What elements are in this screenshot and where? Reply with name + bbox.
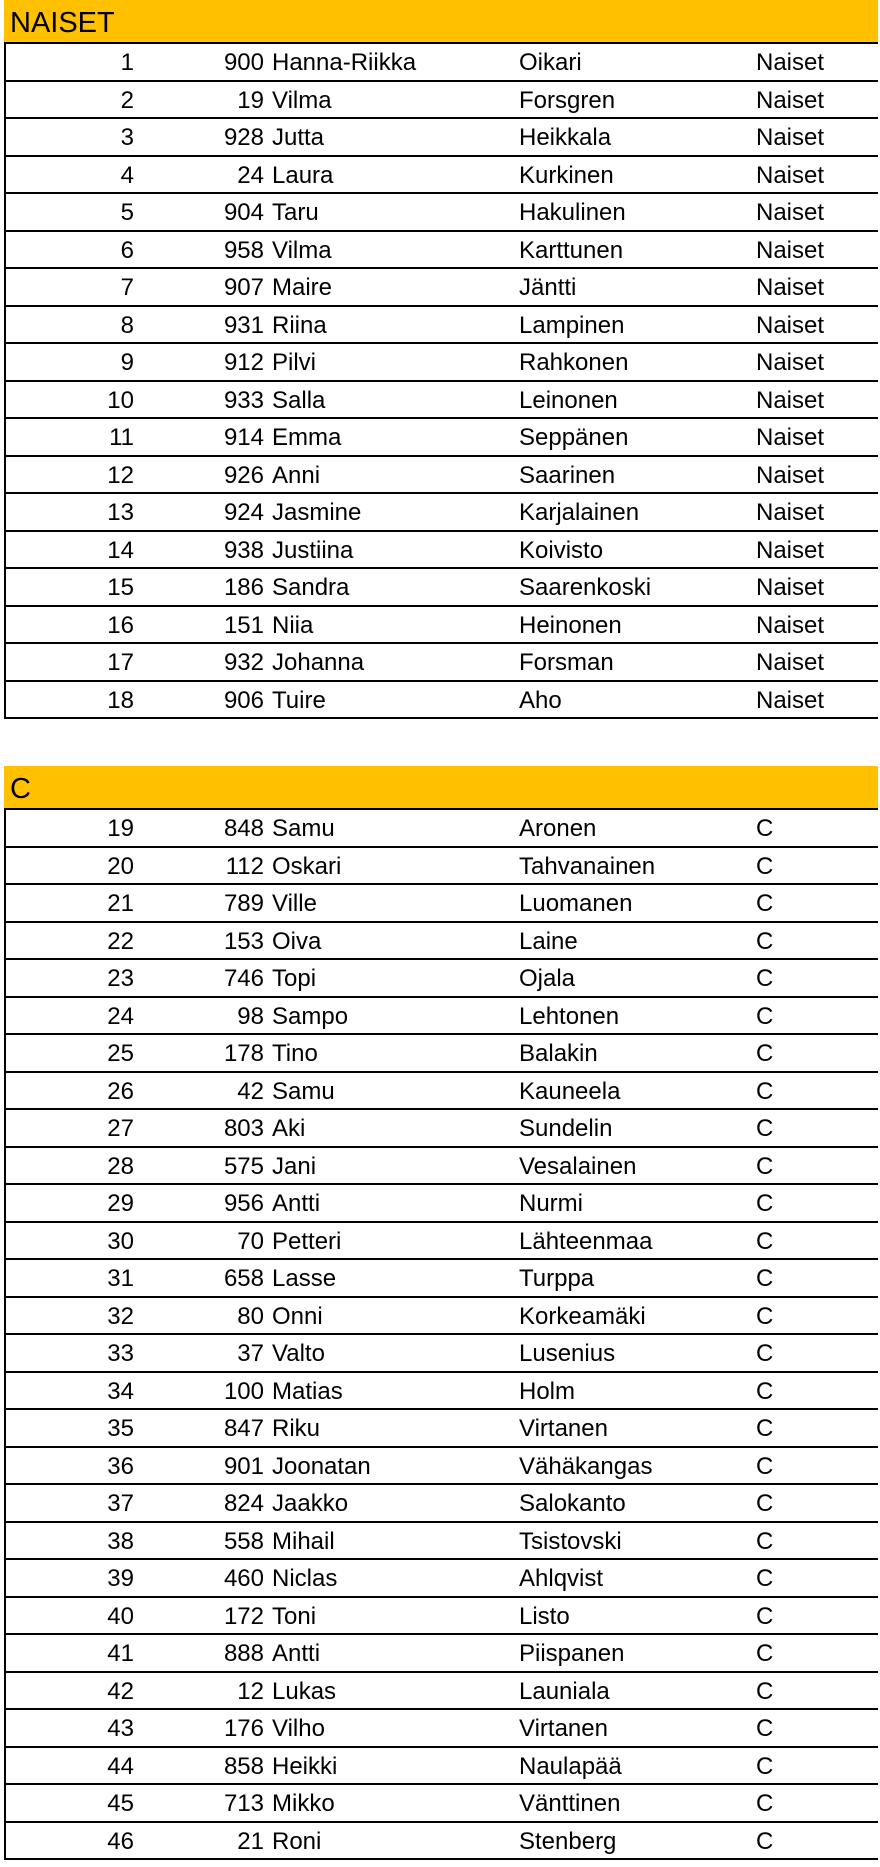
last-name-cell: Ahlqvist	[519, 1565, 604, 1592]
position-cell: 16	[107, 611, 134, 639]
bib-number-cell: 907	[223, 274, 264, 301]
bib-number-cell: 98	[237, 1002, 264, 1030]
last-name-cell: Balakin	[519, 1040, 598, 1067]
first-name-cell: Tuire	[272, 686, 326, 714]
last-name-cell: Laine	[519, 927, 578, 955]
position-cell: 35	[107, 1415, 134, 1442]
table-row	[6, 998, 878, 1036]
bib-number-cell: 746	[223, 965, 264, 992]
position-cell: 15	[107, 574, 134, 601]
bib-number-cell: 848	[223, 815, 264, 842]
position-cell: 25	[107, 1040, 134, 1067]
position-cell: 40	[107, 1602, 134, 1630]
first-name-cell: Sandra	[272, 574, 350, 601]
last-name-cell: Karttunen	[519, 236, 624, 264]
bib-number-cell: 931	[223, 311, 264, 339]
first-name-cell: Joonatan	[272, 1452, 371, 1480]
last-name-cell: Stenberg	[519, 1827, 617, 1855]
section-title: NAISET	[4, 0, 878, 44]
last-name-cell: Virtanen	[519, 1715, 608, 1742]
position-cell: 30	[107, 1227, 134, 1255]
bib-number-cell: 914	[223, 424, 264, 451]
first-name-cell: Sampo	[272, 1002, 349, 1030]
class-cell: C	[756, 852, 774, 880]
first-name-cell: Tino	[272, 1040, 318, 1067]
bib-number-cell: 42	[237, 1077, 264, 1105]
bib-number-cell: 70	[237, 1227, 264, 1255]
position-cell: 27	[107, 1115, 134, 1142]
last-name-cell: Listo	[519, 1602, 570, 1630]
bib-number-cell: 24	[237, 161, 264, 189]
results-table	[4, 810, 878, 1860]
table-row	[6, 494, 878, 532]
class-cell: C	[756, 1152, 774, 1180]
position-cell: 38	[107, 1527, 134, 1555]
class-cell: C	[756, 1452, 774, 1480]
table-row	[6, 644, 878, 682]
table-row	[6, 1185, 878, 1223]
last-name-cell: Jäntti	[519, 274, 577, 301]
position-cell: 41	[107, 1640, 134, 1667]
class-cell: C	[756, 1190, 774, 1217]
first-name-cell: Toni	[272, 1602, 317, 1630]
class-cell: C	[756, 1002, 774, 1030]
bib-number-cell: 912	[223, 349, 264, 376]
bib-number-cell: 926	[223, 461, 264, 489]
table-row	[6, 44, 878, 82]
last-name-cell: Salokanto	[519, 1490, 626, 1517]
position-cell: 10	[107, 386, 134, 414]
table-row	[6, 269, 878, 307]
position-cell: 22	[107, 927, 134, 955]
bib-number-cell: 80	[237, 1302, 264, 1330]
first-name-cell: Aki	[272, 1115, 306, 1142]
last-name-cell: Sundelin	[519, 1115, 613, 1142]
class-cell: C	[756, 890, 774, 917]
position-cell: 7	[120, 274, 134, 301]
last-name-cell: Vähäkangas	[519, 1452, 653, 1480]
bib-number-cell: 888	[223, 1640, 264, 1667]
table-row	[6, 1260, 878, 1298]
last-name-cell: Aronen	[519, 815, 597, 842]
table-row	[6, 82, 878, 120]
first-name-cell: Pilvi	[272, 349, 317, 376]
position-cell: 1	[120, 49, 134, 76]
bib-number-cell: 178	[223, 1040, 264, 1067]
last-name-cell: Piispanen	[519, 1640, 625, 1667]
bib-number-cell: 956	[223, 1190, 264, 1217]
table-row	[6, 1223, 878, 1261]
bib-number-cell: 151	[223, 611, 264, 639]
first-name-cell: Maire	[272, 274, 333, 301]
first-name-cell: Ville	[272, 890, 317, 917]
bib-number-cell: 924	[223, 499, 264, 526]
position-cell: 11	[109, 424, 134, 451]
table-row	[6, 960, 878, 998]
last-name-cell: Seppänen	[519, 424, 629, 451]
position-cell: 21	[107, 890, 134, 917]
table-row	[6, 344, 878, 382]
class-cell: Naiset	[756, 236, 825, 264]
last-name-cell: Vesalainen	[519, 1152, 637, 1180]
position-cell: 34	[107, 1377, 134, 1405]
table-row	[6, 607, 878, 645]
bib-number-cell: 112	[225, 852, 264, 880]
table-row	[6, 810, 878, 848]
first-name-cell: Lasse	[272, 1265, 337, 1292]
bib-number-cell: 824	[223, 1490, 264, 1517]
bib-number-cell: 938	[223, 536, 264, 564]
last-name-cell: Aho	[519, 686, 562, 714]
first-name-cell: Samu	[272, 1077, 335, 1105]
first-name-cell: Justiina	[272, 536, 354, 564]
last-name-cell: Saarenkoski	[519, 574, 652, 601]
last-name-cell: Leinonen	[519, 386, 618, 414]
class-cell: Naiset	[756, 574, 825, 601]
table-row	[6, 382, 878, 420]
bib-number-cell: 460	[223, 1565, 264, 1592]
position-cell: 12	[107, 461, 134, 489]
table-row	[6, 1485, 878, 1523]
position-cell: 28	[107, 1152, 134, 1180]
bib-number-cell: 901	[223, 1452, 264, 1480]
table-row	[6, 848, 878, 886]
class-cell: C	[756, 815, 774, 842]
first-name-cell: Anni	[272, 461, 321, 489]
last-name-cell: Heinonen	[519, 611, 622, 639]
class-cell: C	[756, 1302, 774, 1330]
last-name-cell: Ojala	[519, 965, 576, 992]
class-cell: C	[756, 1640, 774, 1667]
last-name-cell: Launiala	[519, 1677, 610, 1705]
first-name-cell: Oiva	[272, 927, 322, 955]
section-naiset	[4, 0, 878, 719]
section-title: C	[4, 766, 878, 810]
position-cell: 24	[107, 1002, 134, 1030]
first-name-cell: Salla	[272, 386, 326, 414]
bib-number-cell: 713	[223, 1790, 264, 1817]
last-name-cell: Koivisto	[519, 536, 604, 564]
bib-number-cell: 575	[223, 1152, 264, 1180]
class-cell: Naiset	[756, 161, 825, 189]
first-name-cell: Vilma	[272, 86, 332, 114]
position-cell: 2	[120, 86, 134, 114]
class-cell: C	[756, 1490, 774, 1517]
bib-number-cell: 847	[223, 1415, 264, 1442]
first-name-cell: Jaakko	[272, 1490, 349, 1517]
position-cell: 43	[107, 1715, 134, 1742]
table-row	[6, 682, 878, 720]
last-name-cell: Holm	[519, 1377, 576, 1405]
table-row	[6, 1673, 878, 1711]
first-name-cell: Samu	[272, 815, 335, 842]
first-name-cell: Jani	[272, 1152, 317, 1180]
last-name-cell: Lehtonen	[519, 1002, 620, 1030]
table-row	[6, 1110, 878, 1148]
table-row	[6, 1448, 878, 1486]
bib-number-cell: 932	[223, 649, 264, 676]
bib-number-cell: 900	[223, 49, 264, 76]
position-cell: 8	[120, 311, 134, 339]
class-cell: C	[756, 1227, 774, 1255]
table-row	[6, 1148, 878, 1186]
table-row	[6, 1523, 878, 1561]
bib-number-cell: 153	[223, 927, 264, 955]
bib-number-cell: 928	[223, 124, 264, 151]
table-row	[6, 569, 878, 607]
class-cell: C	[756, 1265, 774, 1292]
first-name-cell: Jasmine	[272, 499, 362, 526]
table-row	[6, 532, 878, 570]
class-cell: Naiset	[756, 461, 825, 489]
results-table	[4, 44, 878, 719]
position-cell: 26	[107, 1077, 134, 1105]
last-name-cell: Nurmi	[519, 1190, 583, 1217]
first-name-cell: Topi	[272, 965, 317, 992]
class-cell: C	[756, 1715, 774, 1742]
last-name-cell: Lähteenmaa	[519, 1227, 653, 1255]
class-cell: Naiset	[756, 311, 825, 339]
class-cell: Naiset	[756, 536, 825, 564]
table-row	[6, 1035, 878, 1073]
class-cell: Naiset	[756, 611, 825, 639]
class-cell: C	[756, 1340, 774, 1367]
table-row	[6, 194, 878, 232]
first-name-cell: Antti	[272, 1190, 321, 1217]
position-cell: 45	[107, 1790, 134, 1817]
position-cell: 9	[120, 349, 134, 376]
class-cell: Naiset	[756, 124, 825, 151]
first-name-cell: Matias	[272, 1377, 343, 1405]
class-cell: C	[756, 1752, 774, 1780]
bib-number-cell: 21	[237, 1827, 264, 1855]
class-cell: C	[756, 1415, 774, 1442]
table-row	[6, 232, 878, 270]
class-cell: C	[756, 1077, 774, 1105]
table-row	[6, 1785, 878, 1823]
table-row	[6, 1823, 878, 1861]
bib-number-cell: 100	[223, 1377, 264, 1405]
position-cell: 19	[107, 815, 134, 842]
class-cell: Naiset	[756, 424, 825, 451]
bib-number-cell: 19	[237, 86, 264, 114]
first-name-cell: Petteri	[272, 1227, 342, 1255]
bib-number-cell: 558	[223, 1527, 264, 1555]
last-name-cell: Virtanen	[519, 1415, 608, 1442]
bib-number-cell: 176	[223, 1715, 264, 1742]
first-name-cell: Riku	[272, 1415, 321, 1442]
position-cell: 44	[107, 1752, 134, 1780]
position-cell: 23	[107, 965, 134, 992]
position-cell: 33	[107, 1340, 134, 1367]
position-cell: 31	[107, 1265, 134, 1292]
position-cell: 13	[107, 499, 134, 526]
class-cell: C	[756, 1827, 774, 1855]
table-row	[6, 885, 878, 923]
class-cell: C	[756, 1115, 774, 1142]
bib-number-cell: 172	[223, 1602, 264, 1630]
class-cell: C	[756, 1602, 774, 1630]
class-cell: Naiset	[756, 199, 825, 226]
class-cell: Naiset	[756, 499, 825, 526]
last-name-cell: Luomanen	[519, 890, 633, 917]
first-name-cell: Onni	[272, 1302, 323, 1330]
first-name-cell: Niclas	[272, 1565, 338, 1592]
class-cell: Naiset	[756, 686, 825, 714]
last-name-cell: Tahvanainen	[519, 852, 656, 880]
bib-number-cell: 789	[223, 890, 264, 917]
class-cell: Naiset	[756, 349, 825, 376]
bib-number-cell: 958	[223, 236, 264, 264]
last-name-cell: Turppa	[519, 1265, 595, 1292]
last-name-cell: Korkeamäki	[519, 1302, 646, 1330]
class-cell: Naiset	[756, 386, 825, 414]
table-row	[6, 1748, 878, 1786]
first-name-cell: Johanna	[272, 649, 365, 676]
first-name-cell: Mikko	[272, 1790, 335, 1817]
last-name-cell: Saarinen	[519, 461, 616, 489]
position-cell: 20	[107, 852, 134, 880]
position-cell: 4	[120, 161, 134, 189]
first-name-cell: Antti	[272, 1640, 321, 1667]
class-cell: C	[756, 927, 774, 955]
last-name-cell: Vänttinen	[519, 1790, 621, 1817]
table-row	[6, 157, 878, 195]
last-name-cell: Forsman	[519, 649, 614, 676]
first-name-cell: Lukas	[272, 1677, 337, 1705]
last-name-cell: Tsistovski	[519, 1527, 622, 1555]
bib-number-cell: 186	[223, 574, 264, 601]
first-name-cell: Laura	[272, 161, 334, 189]
table-row	[6, 1710, 878, 1748]
last-name-cell: Lampinen	[519, 311, 625, 339]
class-cell: Naiset	[756, 86, 825, 114]
position-cell: 42	[107, 1677, 134, 1705]
class-cell: C	[756, 1790, 774, 1817]
first-name-cell: Mihail	[272, 1527, 335, 1555]
table-row	[6, 307, 878, 345]
last-name-cell: Kauneela	[519, 1077, 621, 1105]
table-row	[6, 1560, 878, 1598]
last-name-cell: Lusenius	[519, 1340, 616, 1367]
bib-number-cell: 933	[223, 386, 264, 414]
position-cell: 5	[120, 199, 134, 226]
last-name-cell: Rahkonen	[519, 349, 629, 376]
first-name-cell: Heikki	[272, 1752, 338, 1780]
position-cell: 3	[120, 124, 134, 151]
table-row	[6, 119, 878, 157]
table-row	[6, 419, 878, 457]
class-cell: Naiset	[756, 49, 825, 76]
first-name-cell: Taru	[272, 199, 319, 226]
position-cell: 46	[107, 1827, 134, 1855]
position-cell: 17	[107, 649, 134, 676]
bib-number-cell: 803	[223, 1115, 264, 1142]
bib-number-cell: 658	[223, 1265, 264, 1292]
last-name-cell: Heikkala	[519, 124, 612, 151]
position-cell: 18	[107, 686, 134, 714]
bib-number-cell: 904	[223, 199, 264, 226]
table-row	[6, 1598, 878, 1636]
last-name-cell: Naulapää	[519, 1752, 622, 1780]
first-name-cell: Vilho	[272, 1715, 325, 1742]
first-name-cell: Roni	[272, 1827, 322, 1855]
class-cell: Naiset	[756, 274, 825, 301]
first-name-cell: Valto	[272, 1340, 325, 1367]
first-name-cell: Niia	[272, 611, 314, 639]
position-cell: 32	[107, 1302, 134, 1330]
class-cell: Naiset	[756, 649, 825, 676]
table-row	[6, 1335, 878, 1373]
section-c	[4, 766, 878, 1860]
table-row	[6, 1298, 878, 1336]
last-name-cell: Forsgren	[519, 86, 616, 114]
position-cell: 37	[107, 1490, 134, 1517]
position-cell: 6	[120, 236, 134, 264]
position-cell: 36	[107, 1452, 134, 1480]
table-row	[6, 1073, 878, 1111]
class-cell: C	[756, 1040, 774, 1067]
table-row	[6, 1635, 878, 1673]
table-row	[6, 923, 878, 961]
position-cell: 39	[107, 1565, 134, 1592]
class-cell: C	[756, 1677, 774, 1705]
first-name-cell: Hanna-Riikka	[272, 49, 417, 76]
position-cell: 14	[107, 536, 134, 564]
class-cell: C	[756, 965, 774, 992]
bib-number-cell: 37	[237, 1340, 264, 1367]
table-row	[6, 1373, 878, 1411]
last-name-cell: Hakulinen	[519, 199, 626, 226]
last-name-cell: Kurkinen	[519, 161, 614, 189]
table-row	[6, 1410, 878, 1448]
first-name-cell: Riina	[272, 311, 327, 339]
bib-number-cell: 12	[237, 1677, 264, 1705]
last-name-cell: Oikari	[519, 49, 582, 76]
first-name-cell: Vilma	[272, 236, 332, 264]
table-row	[6, 457, 878, 495]
class-cell: C	[756, 1565, 774, 1592]
bib-number-cell: 858	[223, 1752, 264, 1780]
first-name-cell: Jutta	[272, 124, 325, 151]
class-cell: C	[756, 1377, 774, 1405]
first-name-cell: Oskari	[272, 852, 342, 880]
position-cell: 29	[107, 1190, 134, 1217]
bib-number-cell: 906	[223, 686, 264, 714]
first-name-cell: Emma	[272, 424, 342, 451]
class-cell: C	[756, 1527, 774, 1555]
last-name-cell: Karjalainen	[519, 499, 640, 526]
